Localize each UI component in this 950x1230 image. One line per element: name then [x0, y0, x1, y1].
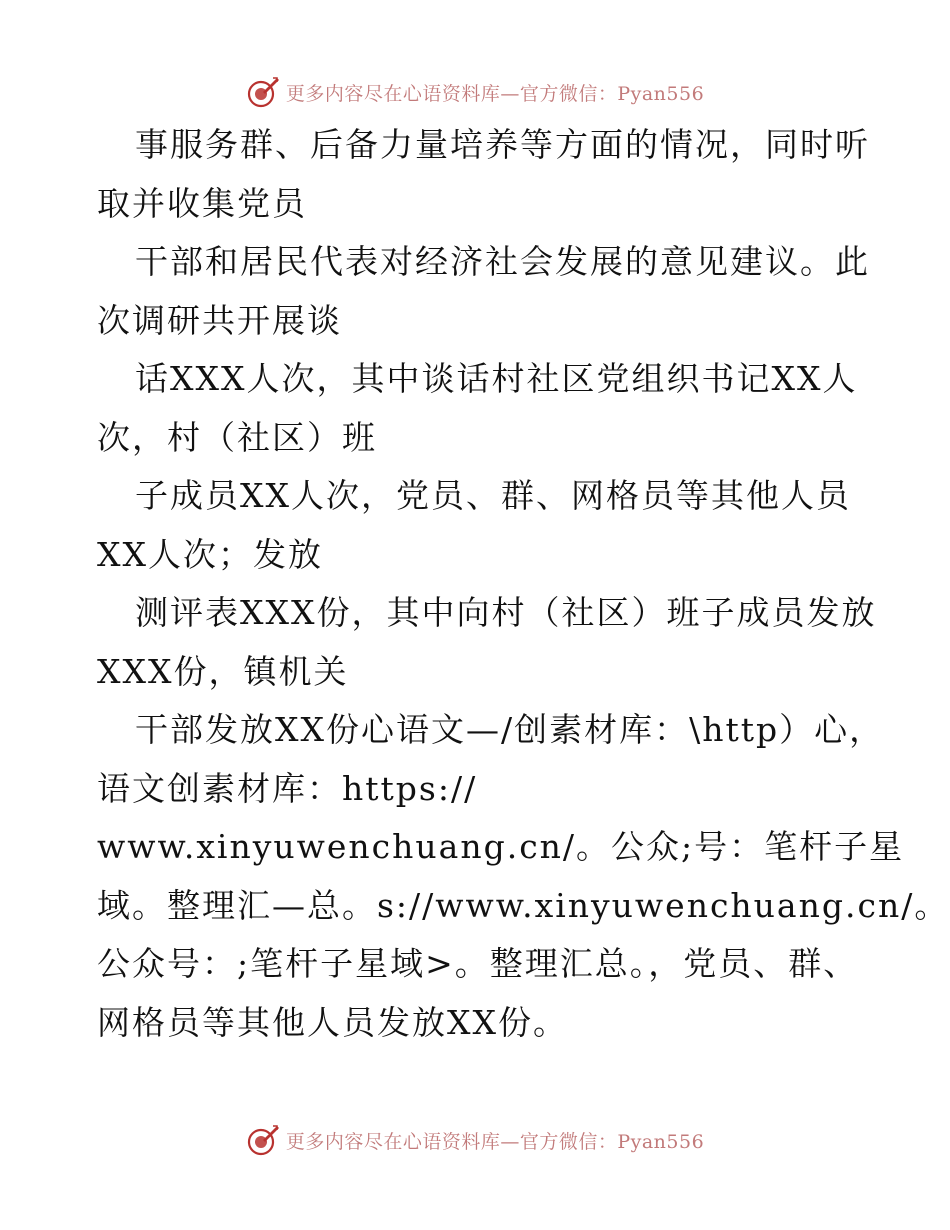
- text-line: 测评表XXX份，其中向村（社区）班子成员发放: [135, 593, 877, 632]
- text-line: 语文创素材库：https://: [97, 768, 478, 808]
- header-watermark: [0, 72, 950, 112]
- text-line: 取并收集党员: [97, 183, 307, 223]
- footer-watermark: [0, 1120, 950, 1160]
- text-line: 干部和居民代表对经济社会发展的意见建议。此: [135, 242, 870, 281]
- text-line: 话XXX人次，其中谈话村社区党组织书记XX人: [135, 359, 858, 398]
- document-body: [97, 116, 950, 1052]
- text-line: 网格员等其他人员发放XX份。: [97, 1002, 568, 1042]
- text-line: 子成员XX人次，党员、群、网格员等其他人员: [135, 476, 851, 515]
- text-line: XXX份，镇机关: [97, 651, 349, 691]
- text-line: XX人次；发放: [97, 534, 323, 574]
- text-line: 事服务群、后备力量培养等方面的情况，同时听: [135, 125, 870, 164]
- pen-nib-logo-icon: [246, 75, 280, 109]
- text-line: 次调研共开展谈: [97, 300, 342, 340]
- text-line: 域。整理汇—总。s://www.xinyuwenchuang.cn/。: [97, 885, 950, 925]
- text-line: www.xinyuwenchuang.cn/。公众;号：笔杆子星: [97, 827, 905, 866]
- text-line: 干部发放XX份心语文—/创素材库：\http）心，: [135, 710, 885, 749]
- text-line: 公众号：;笔杆子星域>。整理汇总。，党员、群、: [97, 944, 859, 983]
- pen-nib-logo-icon: [246, 1123, 280, 1157]
- footer-brand-text: 更多内容尽在心语资料库—官方微信：Pyan556: [285, 1130, 705, 1153]
- header-brand-text: 更多内容尽在心语资料库—官方微信：Pyan556: [285, 82, 705, 105]
- text-line: 次，村（社区）班: [97, 417, 377, 457]
